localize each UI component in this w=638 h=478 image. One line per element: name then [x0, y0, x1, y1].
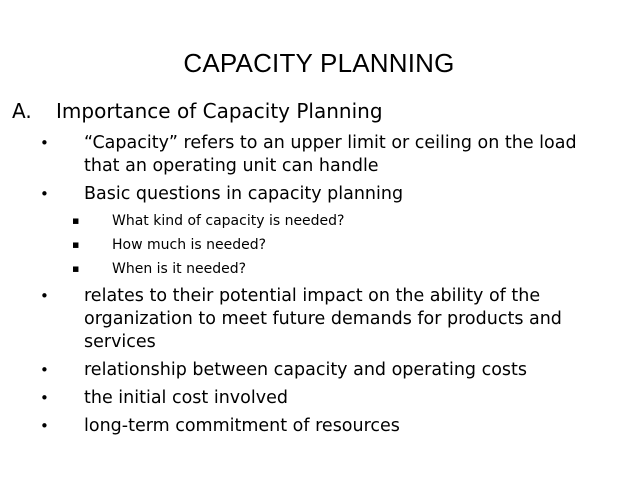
bullet-icon: •: [40, 417, 49, 435]
sub-list-item-text: When is it needed?: [112, 261, 247, 277]
section-marker: A.: [12, 99, 32, 123]
list-item-text: long-term commitment of resources: [84, 416, 400, 436]
bullet-icon: •: [40, 389, 49, 407]
list-item: [0, 285, 638, 354]
square-bullet-icon: ▪: [72, 238, 80, 251]
list-item-text: “Capacity” refers to an upper limit or ceiling on the load that an operating unit can handle: [84, 133, 577, 176]
list-item: [0, 387, 638, 410]
sub-list-item-text: What kind of capacity is needed?: [112, 213, 345, 229]
bullet-icon: •: [40, 134, 49, 152]
section-heading-text: Importance of Capacity Planning: [56, 99, 383, 123]
list-item-text: relates to their potential impact on the ability of the organization to meet future demands for products and services: [84, 286, 562, 352]
square-bullet-icon: ▪: [72, 214, 80, 227]
sub-list-item-text: How much is needed?: [112, 237, 267, 253]
bullet-icon: •: [40, 287, 49, 305]
sub-list-item: [0, 259, 638, 279]
bullet-icon: •: [40, 361, 49, 379]
slide-title: CAPACITY PLANNING: [183, 48, 455, 78]
list-item-text: Basic questions in capacity planning: [84, 184, 404, 204]
bullet-list: [0, 132, 638, 443]
list-item: [0, 183, 638, 206]
square-bullet-icon: ▪: [72, 262, 80, 275]
list-item: [0, 415, 638, 438]
list-item-text: the initial cost involved: [84, 388, 288, 408]
list-item-text: relationship between capacity and operating costs: [84, 360, 528, 380]
sub-list-item: [0, 235, 638, 255]
list-item: [0, 132, 638, 178]
bullet-icon: •: [40, 185, 49, 203]
sub-list-item: [0, 211, 638, 231]
section-heading: [12, 98, 383, 124]
list-item: [0, 359, 638, 382]
